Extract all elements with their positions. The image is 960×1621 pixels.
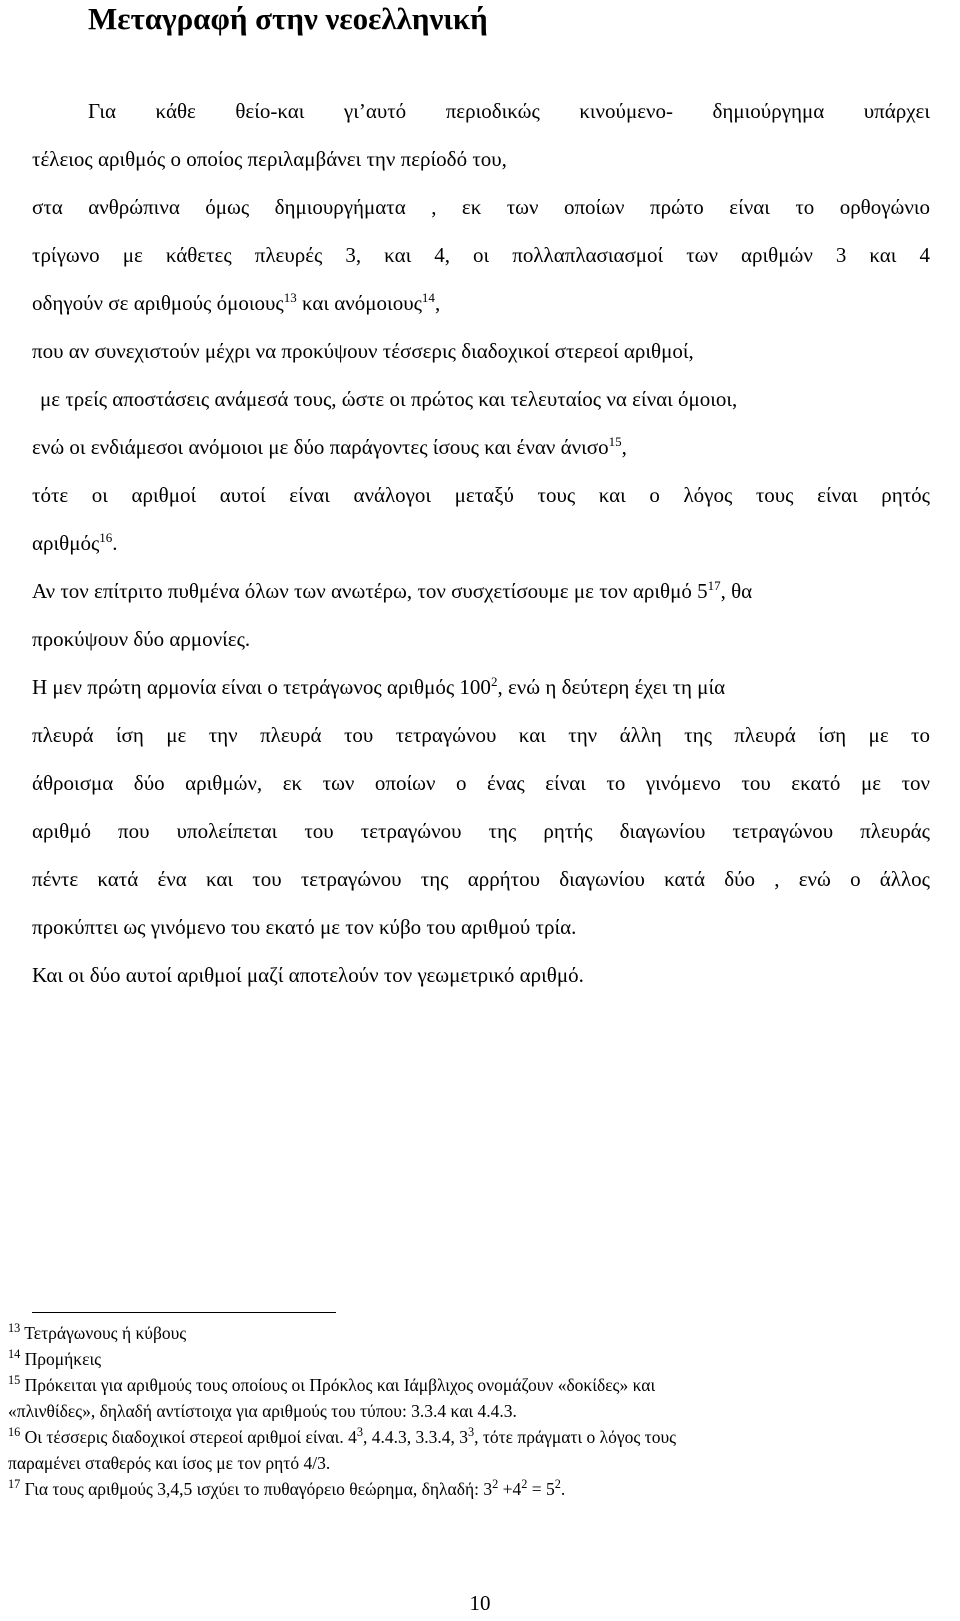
footnote-16-cont: παραμένει σταθερός και ίσος με τον ρητό 4/3. bbox=[8, 1453, 331, 1473]
body-line-5 bbox=[32, 290, 930, 316]
footnote-number: 15 bbox=[8, 1373, 21, 1388]
text-span: , θα bbox=[720, 579, 753, 603]
footnote-ref-16[interactable]: 16 bbox=[99, 530, 113, 546]
footnote-text: +4 bbox=[498, 1479, 522, 1499]
footnote-text: Οι τέσσερις διαδοχικοί στερεοί αριθμοί είναι. 4 bbox=[20, 1427, 357, 1447]
text-span: . bbox=[112, 531, 118, 555]
footnote-ref-14[interactable]: 14 bbox=[421, 290, 435, 306]
body-line-15: άθροισμα δύο αριθμών, εκ των οποίων ο ένας είναι το γινόμενο του εκατό με τον bbox=[32, 771, 930, 795]
text-span: Η μεν πρώτη αρμονία είναι ο τετράγωνος αριθμός 100 bbox=[32, 675, 491, 699]
page-title: Μεταγραφή στην νεοελληνική bbox=[88, 1, 488, 36]
footnote-13 bbox=[8, 1322, 908, 1344]
body-line-10 bbox=[32, 530, 930, 556]
footnote-text: , 4.4.3, 3.3.4, 3 bbox=[362, 1427, 468, 1447]
superscript: 2 bbox=[554, 1477, 561, 1492]
footnote-text: , τότε πράγματι ο λόγος τους bbox=[474, 1427, 677, 1447]
text-span: , ενώ η δεύτερη έχει τη μία bbox=[497, 675, 726, 699]
body-line-9: τότε οι αριθμοί αυτοί είναι ανάλογοι μεταξύ τους και ο λόγος τους είναι ρητός bbox=[32, 483, 930, 507]
text-span: οδηγούν σε αριθμούς όμοιους bbox=[32, 291, 284, 315]
footnote-number: 17 bbox=[8, 1477, 21, 1492]
body-line-7: με τρείς αποστάσεις ανάμεσά τους, ώστε οι πρώτος και τελευταίος να είναι όμοιοι, bbox=[40, 387, 738, 411]
body-line-8 bbox=[32, 434, 930, 460]
page-number: 10 bbox=[469, 1591, 491, 1615]
body-line-19: Και οι δύο αυτοί αριθμοί μαζί αποτελούν τον γεωμετρικό αριθμό. bbox=[32, 963, 584, 987]
body-line-16: αριθμό που υπολείπεται του τετραγώνου της ρητής διαγωνίου τετραγώνου πλευράς bbox=[32, 819, 930, 843]
superscript: 3 bbox=[356, 1425, 363, 1440]
body-line-3: στα ανθρώπινα όμως δημιουργήματα , εκ των οποίων πρώτο είναι το ορθογώνιο bbox=[32, 195, 930, 219]
footnote-ref-17[interactable]: 17 bbox=[707, 578, 721, 594]
footnote-text: Πρόκειται για αριθμούς τους οποίους οι Πρόκλος και Ιάμβλιχος ονομάζουν «δοκίδες» και bbox=[20, 1375, 656, 1395]
superscript: 2 bbox=[490, 674, 498, 690]
body-line-6: που αν συνεχιστούν μέχρι να προκύψουν τέσσερις διαδοχικοί στερεοί αριθμοί, bbox=[32, 339, 694, 363]
body-line-1: Για κάθε θείο-και γι’αυτό περιοδικώς κινούμενο- δημιούργημα υπάρχει bbox=[88, 99, 930, 123]
body-line-2: τέλειος αριθμός ο οποίος περιλαμβάνει την περίοδό του, bbox=[32, 147, 507, 171]
text-span: , bbox=[434, 291, 441, 315]
footnote-16 bbox=[8, 1426, 908, 1448]
footnote-number: 13 bbox=[8, 1321, 21, 1336]
text-span: ενώ οι ενδιάμεσοι ανόμοιοι με δύο παράγοντες ίσους και έναν άνισο bbox=[32, 435, 609, 459]
body-line-14: πλευρά ίση με την πλευρά του τετραγώνου και την άλλη της πλευρά ίση με το bbox=[32, 723, 930, 747]
body-line-18: προκύπτει ως γινόμενο του εκατό με τον κύβο του αριθμού τρία. bbox=[32, 915, 577, 939]
superscript: 2 bbox=[492, 1477, 499, 1492]
text-span: , bbox=[621, 435, 627, 459]
footnote-separator bbox=[32, 1312, 336, 1313]
footnote-ref-15[interactable]: 15 bbox=[608, 434, 622, 450]
superscript: 3 bbox=[467, 1425, 475, 1440]
body-line-11 bbox=[32, 578, 930, 604]
footnote-text: Για τους αριθμούς 3,4,5 ισχύει το πυθαγόρειο θεώρημα, δηλαδή: 3 bbox=[20, 1479, 493, 1499]
footnote-ref-13[interactable]: 13 bbox=[283, 290, 297, 306]
footnote-15-cont: «πλινθίδες», δηλαδή αντίστοιχα για αριθμούς του τύπου: 3.3.4 και 4.4.3. bbox=[8, 1401, 517, 1421]
footnote-17 bbox=[8, 1478, 908, 1500]
footnote-number: 14 bbox=[8, 1347, 21, 1362]
superscript: 2 bbox=[521, 1477, 528, 1492]
body-line-4: τρίγωνο με κάθετες πλευρές 3, και 4, οι πολλαπλασιασμοί των αριθμών 3 και 4 bbox=[32, 243, 930, 267]
footnote-text: = 5 bbox=[527, 1479, 555, 1499]
text-span: και ανόμοιους bbox=[296, 291, 422, 315]
text-span: Αν τον επίτριτο πυθμένα όλων των ανωτέρω, τον συσχετίσουμε με τον αριθμό 5 bbox=[32, 579, 708, 603]
footnote-text: . bbox=[560, 1479, 566, 1499]
footnote-text: Προμήκεις bbox=[20, 1349, 102, 1369]
text-span: αριθμός bbox=[32, 531, 100, 555]
footnote-14 bbox=[8, 1348, 908, 1370]
body-line-12: προκύψουν δύο αρμονίες. bbox=[32, 627, 251, 651]
footnote-15 bbox=[8, 1374, 908, 1396]
body-line-13 bbox=[32, 674, 930, 700]
footnote-number: 16 bbox=[8, 1425, 21, 1440]
body-line-17: πέντε κατά ένα και του τετραγώνου της αρρήτου διαγωνίου κατά δύο , ενώ ο άλλος bbox=[32, 867, 930, 891]
footnote-text: Τετράγωνους ή κύβους bbox=[20, 1323, 187, 1343]
